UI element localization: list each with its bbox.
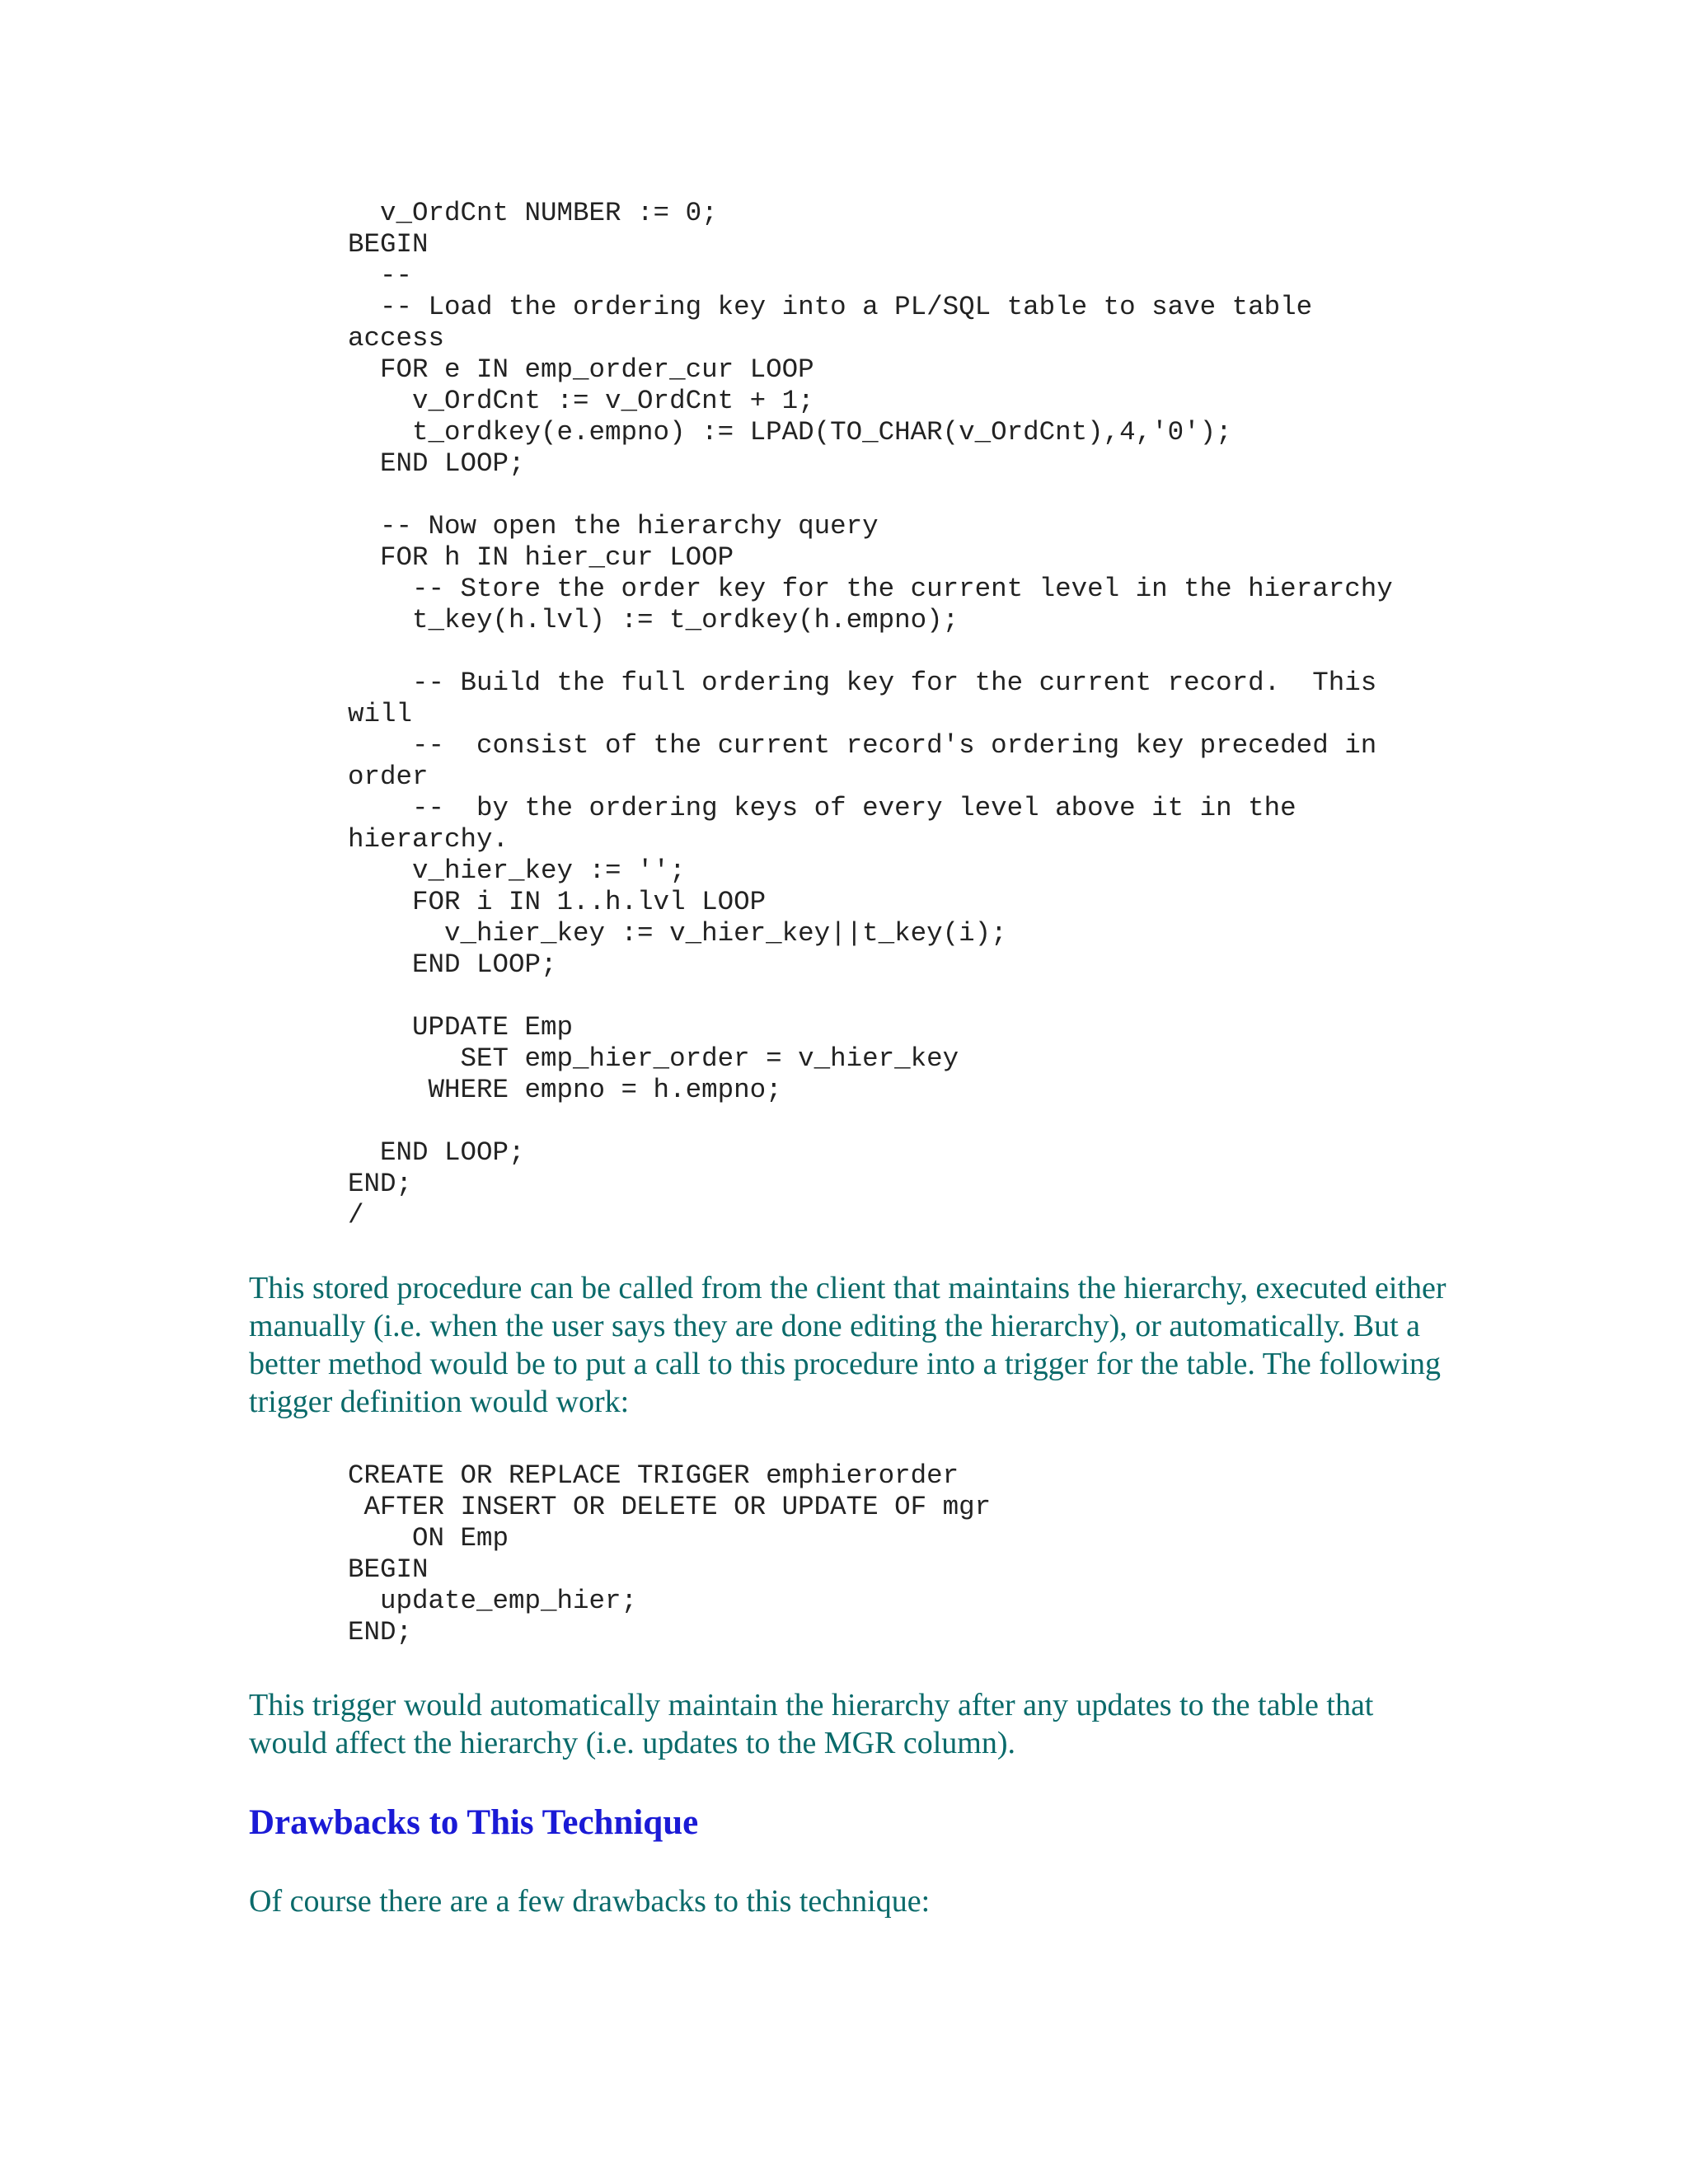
paragraph-drawbacks-intro: Of course there are a few drawbacks to this technique: [249,1884,931,1919]
code-block-procedure: v_OrdCnt NUMBER := 0; BEGIN -- -- Load the ordering key into a PL/SQL table to save table access FOR e IN emp_order_cur LOOP v_OrdCnt := v_OrdCnt + 1; t_ordkey(e.empno) := LPAD(TO_CHAR(v_OrdCnt),4,'0'); END LOOP; -- Now open the hierarchy query FOR h IN hier_cur LOOP -- Store the order key for the current level in the hierarchy t_key(h.lvl) := t_ordkey(h.empno); -- Build the full ordering key for the current record. This will -- consist of the current record's ordering key preceded in order -- by the ordering keys of every level above it in the hierarchy. v_hier_key := ''; FOR i IN 1..h.lvl LOOP v_hier_key := v_hier_key||t_key(i); END LOOP; UPDATE Emp SET emp_hier_order = v_hier_key WHERE empno = h.empno; END LOOP; END; / [348,198,1393,1230]
paragraph-trigger-explanation: This trigger would automatically maintain the hierarchy after any updates to the table that would affect the hierarchy (i.e. updates to the MGR column). [249,1688,1374,1760]
section-heading: Drawbacks to This Technique [249,1803,699,1842]
paragraph-stored-procedure: This stored procedure can be called from the client that maintains the hierarchy, executed either manually (i.e. when the user says they are done editing the hierarchy), or automatically. But a better method would be to put a call to this procedure into a trigger for the table. The following trigger definition would work: [249,1271,1447,1419]
code-block-trigger: CREATE OR REPLACE TRIGGER emphierorder AFTER INSERT OR DELETE OR UPDATE OF mgr ON Emp BEGIN update_emp_hier; END; [348,1460,992,1647]
